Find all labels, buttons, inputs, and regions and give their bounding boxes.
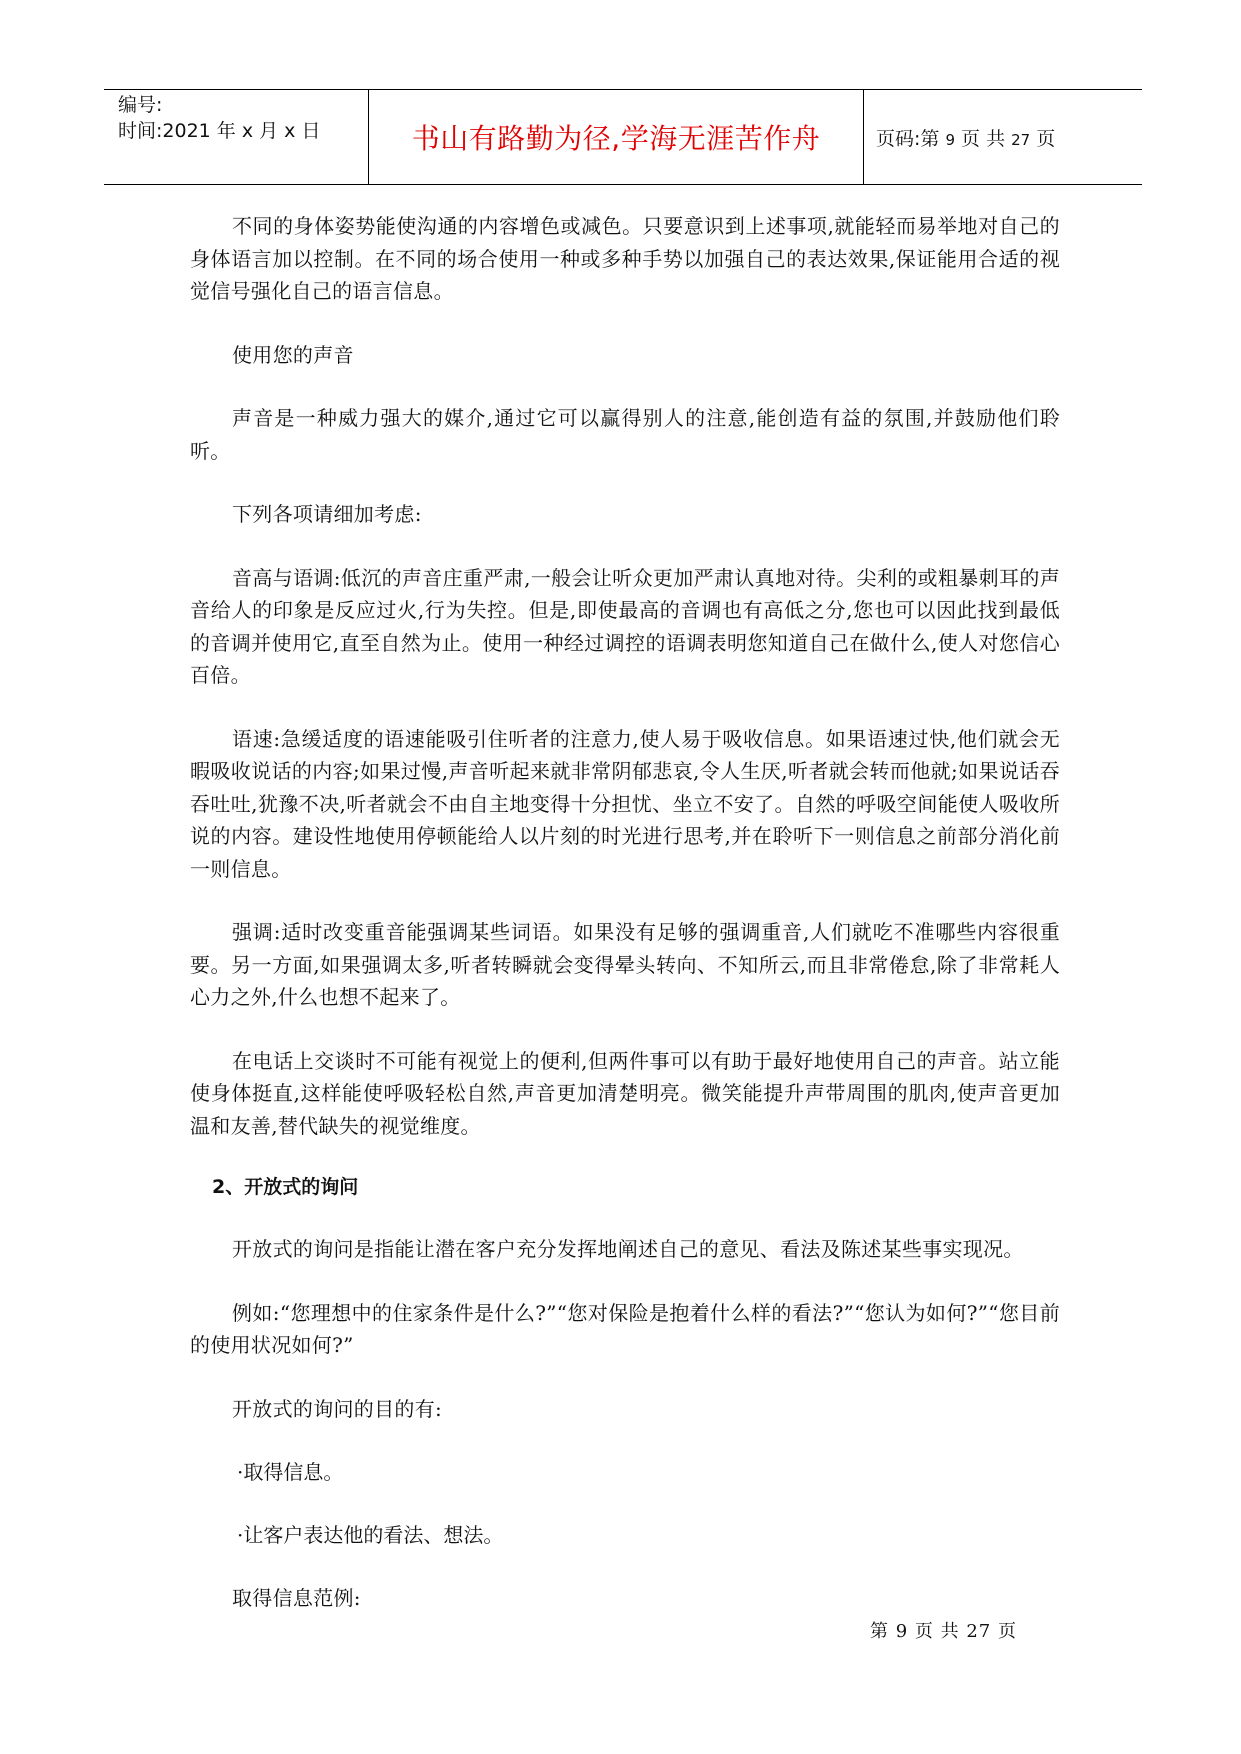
paragraph: 开放式的询问是指能让潜在客户充分发挥地阐述自己的意见、看法及陈述某些事实现况。 xyxy=(232,1237,1024,1261)
time-label: 时间:2021 年 x 月 x 日 xyxy=(118,120,321,142)
paragraph: 强调:适时改变重音能强调某些词语。如果没有足够的强调重音,人们就吃不准哪些内容很重要。另一方面,如果强调太多,听者转瞬就会变得晕头转向、不知所云,而且非常倦怠,除了非常耗人心力之外,什么也想不起来了。 xyxy=(190,920,1060,1009)
page-info-mid: 页 共 xyxy=(961,127,1006,150)
bullet-item: ·让客户表达他的看法、想法。 xyxy=(237,1523,504,1547)
paragraph: 取得信息范例: xyxy=(232,1586,361,1610)
header-motto-cell xyxy=(369,90,864,184)
paragraph: 在电话上交谈时不可能有视觉上的便利,但两件事可以有助于最好地使用自己的声音。站立能使身体挺直,这样能使呼吸轻松自然,声音更加清楚明亮。微笑能提升声带周围的肌肉,使声音更加温和友善,替代缺失的视觉维度。 xyxy=(190,1048,1060,1138)
page-info-prefix: 页码:第 xyxy=(876,127,940,150)
paragraph: 开放式的询问的目的有: xyxy=(232,1396,443,1421)
page-info-suffix: 页 xyxy=(1036,127,1056,150)
paragraph: 语速:急缓适度的语速能吸引住听者的注意力,使人易于吸收信息。如果语速过快,他们就会无暇吸收说话的内容;如果过慢,声音听起来就非常阴郁悲哀,令人生厌,听者就会转而他就;如果说话吞吞吐吐,犹豫不决,听者就会不由自主地变得十分担忧、坐立不安了。自然的呼吸空间能使人吸收所说的内容。建设性地使用停顿能给人以片刻的时光进行思考,并在聆听下一则信息之前部分消化前一则信息。 xyxy=(190,726,1060,881)
paragraph: 下列各项请细加考虑: xyxy=(232,502,422,526)
motto-text: 书山有路勤为径,学海无涯苦作舟 xyxy=(411,122,821,155)
number-label: 编号: xyxy=(118,94,163,116)
document-body xyxy=(190,210,1060,1646)
document-header xyxy=(104,89,1142,185)
bullet-item: ·取得信息。 xyxy=(237,1460,344,1484)
page-total: 27 xyxy=(1011,130,1031,149)
page-current: 9 xyxy=(945,130,955,149)
paragraph: 不同的身体姿势能使沟通的内容增色或减色。只要意识到上述事项,就能轻而易举地对自己的身体语言加以控制。在不同的场合使用一种或多种手势以加强自己的表达效果,保证能用合适的视觉信号强化自己的语言信息。 xyxy=(190,214,1060,303)
page-footer: 第 9 页 共 27 页 xyxy=(870,1621,1017,1642)
header-page-info xyxy=(864,124,1055,151)
paragraph: 声音是一种威力强大的媒介,通过它可以赢得别人的注意,能创造有益的氛围,并鼓励他们聆听。 xyxy=(190,406,1060,463)
header-meta-cell xyxy=(104,90,369,184)
section-heading: 2、开放式的询问 xyxy=(212,1176,359,1198)
header-page-cell xyxy=(864,90,1142,184)
paragraph: 音高与语调:低沉的声音庄重严肃,一般会让听众更加严肃认真地对待。尖利的或粗暴刺耳的声音给人的印象是反应过火,行为失控。但是,即使最高的音调也有高低之分,您也可以因此找到最低的音调并使用它,直至自然为止。使用一种经过调控的语调表明您知道自己在做什么,使人对您信心百倍。 xyxy=(190,565,1060,687)
paragraph: 例如:“您理想中的住家条件是什么?”“您对保险是抱着什么样的看法?”“您认为如何?”“您目前的使用状况如何?” xyxy=(190,1300,1060,1357)
paragraph: 使用您的声音 xyxy=(232,342,354,367)
